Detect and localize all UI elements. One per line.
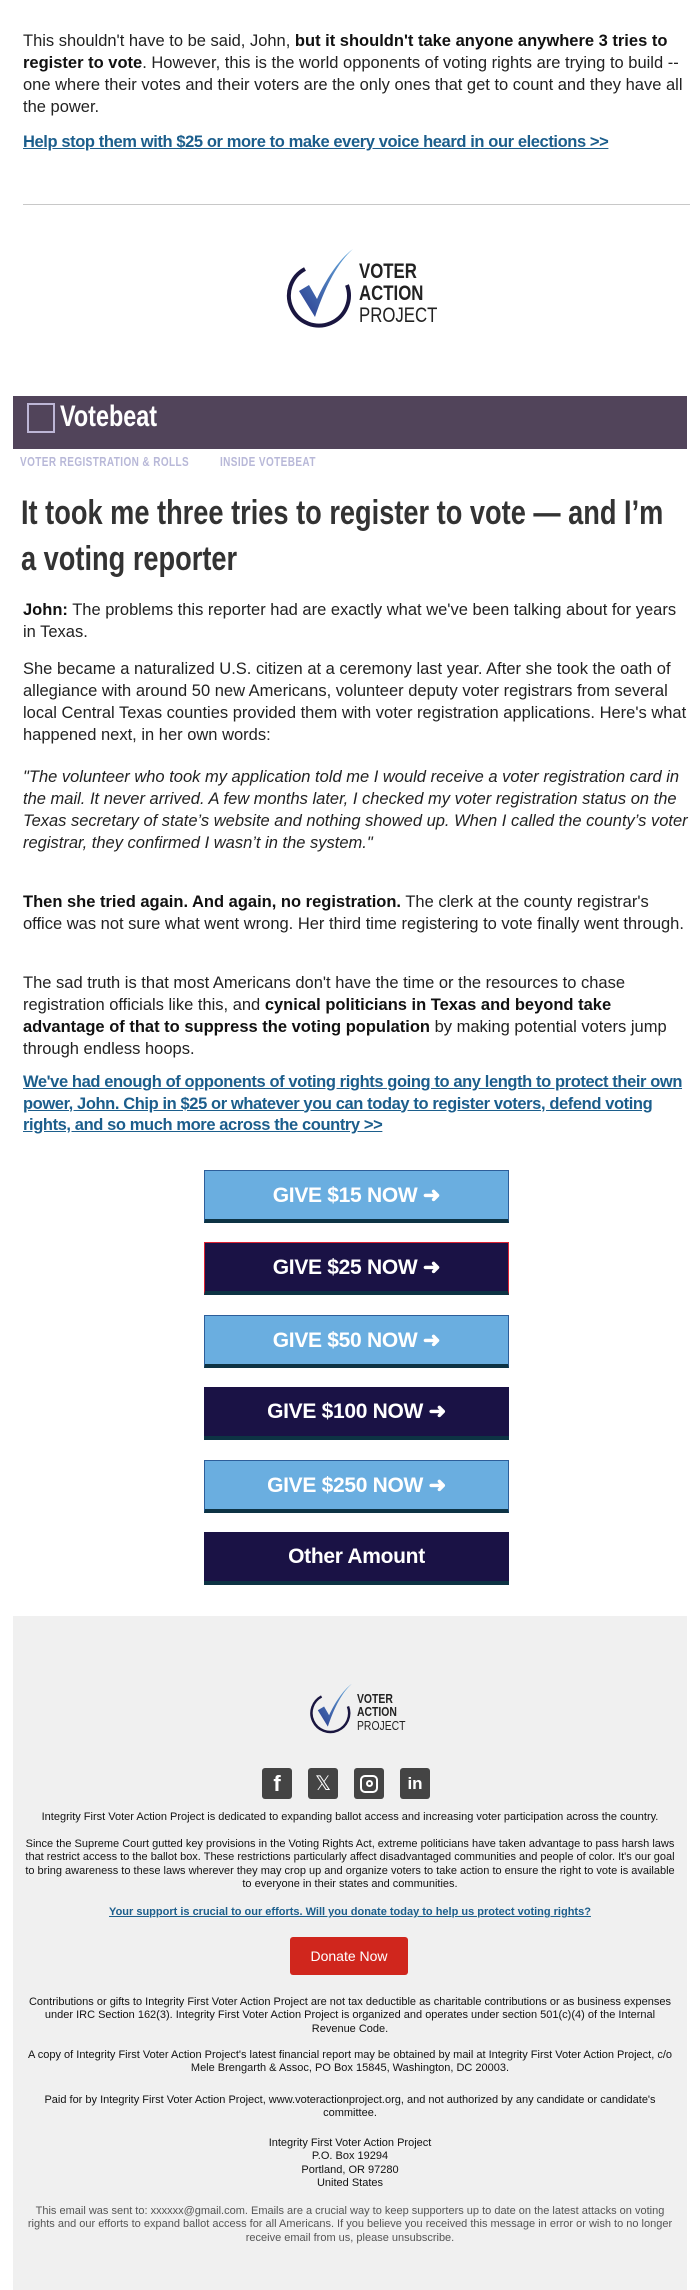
give-50-button[interactable]: GIVE $50 NOW ➜ (204, 1315, 509, 1368)
email-notice: This email was sent to: xxxxxx@gmail.com. Emails are a crucial way to keep supporters up to date on the latest attacks on voting rights and our efforts to expand ballot access for all Americans. If you believe you received this message in error or wish to no longer receive email from us, please unsubscribe. (27, 2205, 673, 2244)
mailing-address: Integrity First Voter Action Project P.O. Box 19294 Portland, OR 97280 United States (268, 2137, 432, 2190)
checkmark-logo-icon (309, 1680, 353, 1738)
support-link[interactable]: Your support is crucial to our efforts. Will you donate today to help us protect voting rights? (109, 1906, 591, 1918)
give-250-button[interactable]: GIVE $250 NOW ➜ (204, 1460, 509, 1513)
intro-paragraph: This shouldn't have to be said, John, but it shouldn't take anyone anywhere 3 tries to register to vote. However, this is the world opponents of voting rights are trying to build -- one where their votes and their voters are the only ones that get to count and they have all the power. (23, 32, 683, 116)
checkmark-logo-icon (285, 245, 355, 333)
other-amount-button[interactable]: Other Amount (204, 1532, 509, 1585)
votebeat-logo-icon (27, 403, 55, 433)
about-text: Since the Supreme Court gutted key provisions in the Voting Rights Act, extreme politicians have taken advantage to pass harsh laws that restrict access to the ballot box. These restrictions particularly affect disadvantaged communities and people of color. It's our goal to bring awareness to these laws wherever they may crop up and organize voters to take action to ensure the right to vote is available to everyone in their states and communities. (25, 1838, 675, 1891)
instagram-icon[interactable] (354, 1768, 384, 1799)
financial-report-text: A copy of Integrity First Voter Action Project's latest financial report may be obtained by mail at Integrity First Voter Action Project, c/o Mele Brengarth & Assoc, PO Box 15845, Washington, DC 20003. (27, 2049, 673, 2075)
paid-for-text: Paid for by Integrity First Voter Action Project, www.voteractionproject.org, and not authorized by any candidate or candidate's committee. (44, 2094, 656, 2120)
article-paragraph: Then she tried again. And again, no registration. The clerk at the county registrar's office was not sure what went wrong. Her third time registering to vote finally went through. (23, 893, 684, 933)
donate-now-button[interactable]: Donate Now (290, 1937, 408, 1975)
article-quote: "The volunteer who took my application told me I would receive a voter registration card in the mail. It never arrived. A few months later, I checked my voter registration status on the Texas secretary of state’s website and nothing showed up. When I called the county’s voter registrar, they confirmed I wasn’t in the system." (23, 768, 688, 852)
article-paragraph: The sad truth is that most Americans don't have the time or the resources to chase registration officials like this, and cynical politicians in Texas and beyond take advantage of that to suppress the voting population by making potential voters jump through endless hoops. (23, 974, 667, 1058)
give-100-button[interactable]: GIVE $100 NOW ➜ (204, 1387, 509, 1440)
x-icon[interactable]: 𝕏 (308, 1768, 338, 1799)
footer-logo: VOTER ACTION PROJECT (309, 1680, 418, 1738)
article-paragraph: John: The problems this reporter had are exactly what we've been talking about for years in Texas. (23, 601, 677, 641)
article-paragraph: She became a naturalized U.S. citizen at a ceremony last year. After she took the oath of allegiance with around 50 new Americans, volunteer deputy voter registrars from several local Central Texas counties provided them with voter registration applications. Here's what happened next, in her own words: (23, 660, 687, 744)
tag-voter-registration[interactable]: VOTER REGISTRATION & ROLLS (20, 455, 190, 469)
mission-text: Integrity First Voter Action Project is dedicated to expanding ballot access and increasing voter participation across the country. (41, 1811, 659, 1823)
donate-link-article[interactable]: We've had enough of opponents of voting rights going to any length to protect their own power, John. Chip in $25 or whatever you can today to register voters, defend voting rights, and so much more across the country >> (23, 1073, 683, 1134)
votebeat-header (13, 396, 687, 449)
facebook-icon[interactable]: f (262, 1768, 292, 1799)
social-links (262, 1768, 430, 1799)
article-headline: It took me three tries to register to vote — and I’m a voting reporter (21, 494, 664, 578)
give-25-button[interactable]: GIVE $25 NOW ➜ (204, 1242, 509, 1295)
tax-disclaimer: Contributions or gifts to Integrity First Voter Action Project are not tax deductible as charitable contributions or as business expenses under IRC Section 162(3). Integrity First Voter Action Project is organized and operates under section 501(c)(4) of the Internal Revenue Code. (28, 1996, 671, 2035)
linkedin-icon[interactable]: in (400, 1768, 430, 1799)
give-15-button[interactable]: GIVE $15 NOW ➜ (204, 1170, 509, 1223)
donate-link-intro[interactable]: Help stop them with $25 or more to make every voice heard in our elections >> (23, 133, 609, 151)
divider (23, 204, 690, 205)
voter-action-project-logo: VOTER ACTION PROJECT (285, 245, 457, 333)
footer (13, 1616, 687, 2290)
tag-inside-votebeat[interactable]: INSIDE VOTEBEAT (220, 455, 316, 469)
votebeat-name: Votebeat (60, 400, 158, 433)
